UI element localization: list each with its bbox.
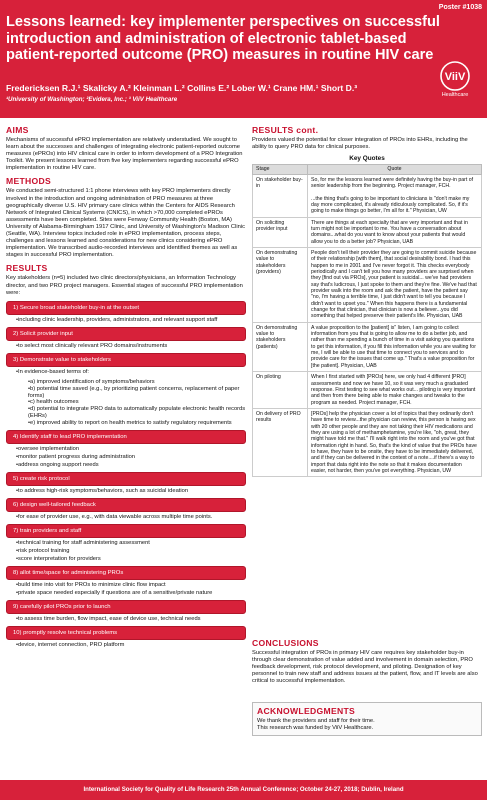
key-quotes-table — [252, 164, 482, 477]
list-item: •c) health outcomes — [28, 399, 79, 406]
quote-column-header: Quote — [308, 165, 482, 174]
list-item: •including clinic leadership, providers, administrators, and relevant support staff — [16, 316, 218, 323]
step-box: 7) train providers and staff — [6, 524, 246, 538]
step-bullet-list — [16, 343, 246, 350]
list-item: •technical training for staff administering assessment — [16, 540, 150, 547]
step-box: 1) Secure broad stakeholder buy-in at the outset — [6, 301, 246, 315]
logo-wordmark: ViiV — [444, 71, 466, 83]
conclusions-section — [252, 638, 482, 689]
results-cont-heading: RESULTS cont. — [252, 125, 319, 135]
quote-cell: So, for me the lessons learned were definitely having the buy-in part of senior leadership from the beginning. Project manager, FCH. ...the thing that's going to be important to clinicians is "don't make my day more complicated, it's already ridiculously complicated. So, if it's going to make things go better, I'm all for it." Physician, UW — [308, 174, 482, 217]
left-column — [6, 125, 246, 652]
list-item: •e) improved ability to report on health metrics to satisfy regulatory requirements — [28, 420, 232, 427]
table-header-row — [253, 165, 482, 174]
stage-cell: On demonstrating value to stakeholders (patients) — [253, 322, 308, 371]
list-item: •monitor patient progress during administration — [16, 454, 135, 461]
list-item: •oversee implementation — [16, 446, 80, 453]
results-intro: Key stakeholders (n=5) included two clinic directors/physicians, an Information Technology director, and two PRO project managers. Essential stages of successful PRO implementation were: — [6, 275, 243, 296]
key-quotes-heading: Key Quotes — [349, 155, 385, 163]
list-item: •address ongoing support needs — [16, 462, 99, 469]
list-item: •for ease of provider use, e.g., with data viewable across multiple time points. — [16, 514, 213, 521]
poster-header — [0, 0, 487, 118]
stage-cell: On piloting — [253, 372, 308, 409]
list-item: •d) potential to integrate PRO data to automatically populate electronic health records (EHRs) — [28, 406, 246, 420]
step-box: 2) Solicit provider input — [6, 327, 246, 341]
list-item: •In evidence-based terms of: — [16, 368, 89, 375]
affiliations: ¹University of Washington; ²Evidera, Inc.; ³ ViiV Healthcare — [6, 96, 178, 103]
step-bullet-list — [16, 369, 246, 376]
quote-cell: A value proposition to the [patient] is" listen, I am going to collect information from you that is going to allow me to do a better job, and rather than me spending a bunch of time in a visit asking you questions to get this information, if you fill this information while you are waiting for me, I will be able to use that time to connect you to services and to provide care for the issues that come up." That's a value proposition for [the patient]. Physician, UAB — [308, 322, 482, 371]
ack-line-2: This research was funded by ViiV Healthcare. — [257, 725, 374, 732]
conclusions-heading: CONCLUSIONS — [252, 638, 319, 648]
list-item: •score interpretation for providers — [16, 556, 101, 563]
step-box: 9) carefully pilot PROs prior to launch — [6, 600, 246, 614]
methods-text: We conducted semi-structured 1:1 phone interviews with key PRO implementers directly involved in the introduction and ongoing administration of PRO measures at three geographically diverse U.S. HIV primary care clinics within the Centers for AIDS Research Network of Integrated Clinical Systems (CNICS), in which >70,000 completed ePROs assessments have been completed. Sites were Fenway Community Health (Boston, MA) University of Alabama-Birmingham 1917 Clinic, and University of Washington's Madison Clinic (Seattle, WA). Interview topics included role in ePRO implementation, process steps, challenges and lessons learned and considerations for new clinics considering ePRO implementation. We transcribed audio-recorded interviews and identified themes as well as stages in successful PRO implementation. — [6, 188, 245, 259]
list-item: •private space needed especially if questions are of a sensitive/private nature — [16, 590, 213, 597]
list-item: •to address high-risk symptoms/behaviors, such as suicidal ideation — [16, 488, 189, 495]
poster-title: Lessons learned: key implementer perspectives on successful introduction and administration of electronic tablet-based patient-reported outcome (PRO) measures in routine HIV care — [6, 14, 440, 64]
table-row — [253, 247, 482, 322]
list-item: •risk protocol training — [16, 548, 70, 555]
conference-footer: International Society for Quality of Life Research 25th Annual Conference; October 24-27, 2018; Dublin, Ireland — [0, 780, 487, 800]
results-heading: RESULTS — [6, 263, 48, 274]
step-bullet-list — [16, 488, 246, 495]
step-bullet-list — [16, 582, 246, 597]
step-bullet-list — [16, 317, 246, 324]
quote-cell: [PROs] help the physician cover a lot of topics that they ordinarily don't have time to review...the physician can review, this person is having sex with 20 other people and they are not taking their HIV medications and they are using a lot of methamphetamine, you're like, "oh, great, they might have told me that." I'll walk right into the room and you've got that information right in hand. So, that's the kind of value that the PROs have to have, they have to be onsite, they have to be immediately delivered, and if they can be delivered in the context of a note....if there's a way to import that data right into the note so that it makes documentation easier, not harder, then you've got everything. Physician, UW — [308, 408, 482, 476]
ack-line-1: We thank the providers and staff for their time. — [257, 718, 375, 724]
author-list: Fredericksen R.J.¹ Skalicky A.² Kleinman L.² Collins E.² Lober W.¹ Crane HM.¹ Short D.³ — [6, 83, 358, 93]
step-bullet-list — [16, 446, 246, 469]
step-bullet-list — [16, 616, 246, 623]
step-box: 6) design well-tailored feedback — [6, 498, 246, 512]
aims-text: Mechanisms of successful ePRO implementation are relatively understudied. We sought to learn about the successes and challenges of integrating electronic patient-reported outcome measures (ePROs) into HIV clinical care in order to inform development of a PRO Integration Toolkit. We present lessons learned from five key implementers regarding successful ePRO implementation in routine HIV care. — [6, 137, 243, 172]
stage-cell: On soliciting provider input — [253, 217, 308, 247]
right-column — [252, 125, 482, 477]
stage-cell: On delivery of PRO results — [253, 408, 308, 476]
step-box: 10) promptly resolve technical problems — [6, 626, 246, 640]
step-box: 8) allot time/space for administering PROs — [6, 566, 246, 580]
quote-cell: When I first started with [PROs] here, we only had 4 different [PRO] assessments and now we have 10, so it was very much a graduated response. First testing to see what works out... piloting is very important and then from there being able to make changes and tweaks to the program as needed. Project manager, FCH. — [308, 372, 482, 409]
acknowledgments-box — [252, 702, 482, 736]
table-row — [253, 322, 482, 371]
stage-cell: On demonstrating value to stakeholders (providers) — [253, 247, 308, 322]
table-row — [253, 217, 482, 247]
list-item: •b) potential time saved (e.g., by prioritizing patient concerns, replacement of paper forms) — [28, 385, 240, 399]
step-box: 3) Demonstrate value to stakeholders — [6, 353, 246, 367]
list-item: •build time into visit for PROs to minimize clinic flow impact — [16, 582, 166, 589]
table-row — [253, 174, 482, 217]
step-bullet-list — [16, 514, 246, 521]
methods-heading: METHODS — [6, 176, 52, 187]
step-bullet-list — [16, 540, 246, 563]
implementation-steps — [6, 301, 246, 649]
list-item: •to select most clinically relevant PRO domains/instruments — [16, 342, 168, 349]
stage-cell: On stakeholder buy-in — [253, 174, 308, 217]
stage-column-header: Stage — [253, 165, 308, 174]
results-cont-intro: Providers valued the potential for closer integration of PROs into EHRs, including the ability to query PRO data for clinical purposes. — [252, 137, 468, 151]
step-box: 5) create risk protocol — [6, 472, 246, 486]
table-row — [253, 372, 482, 409]
step-bullet-list — [16, 642, 246, 649]
acknowledgments-heading: ACKNOWLEDGMENTS — [257, 706, 356, 716]
list-item: •a) improved identification of symptoms/behaviors — [28, 378, 155, 385]
list-item: •device, internet connection, PRO platform — [16, 642, 125, 649]
step-sub-list — [28, 379, 246, 427]
viiv-logo-icon — [435, 60, 475, 98]
conclusions-text: Successful integration of PROs in primary HIV care requires key stakeholder buy-in through clear demonstration of value added and involvement in domain selection, PRO feedback development, risk protocol development, and piloting. Designation of key personnel to train new staff and address issues at the patient, flow, and IT levels are also critical to successful implementation. — [252, 650, 478, 685]
quote-cell: There are things at each specialty that are very important and that in turn might not be important to me. You have a conversation about domains...what do you want to know about your patients that would allow you to do a better job? Physician, UAB — [308, 217, 482, 247]
step-box: 4) Identify staff to lead PRO implementation — [6, 430, 246, 444]
list-item: •to assess time burden, flow impact, ease of device use, technical needs — [16, 616, 201, 623]
logo-subtext: Healthcare — [441, 92, 469, 98]
aims-heading: AIMS — [6, 125, 29, 135]
poster-number: Poster #1038 — [438, 4, 482, 11]
table-row — [253, 408, 482, 476]
quote-cell: People don't tell their provider they are going to commit suicide because of their relationship [with them], that social desirability bond. I had this happen to me in 2001 and I've never forgot it. This checks everybody periodically and I can't tell you how many providers are surprised when they [find out via PROs], your patient is suicidal... we've had providers say that's ludicrous, I just spoke to them and they're fine. We've had that provider walk into the room and ask the patient, have the patient say "no, I'm having a terrible time, I just didn't want to tell you because I didn't want to upset you." When this happens there is a fundamental change for that clinician, that clinician is now a believer...you did something that helped preserve their patient's life. Physician, UAB — [308, 247, 482, 322]
